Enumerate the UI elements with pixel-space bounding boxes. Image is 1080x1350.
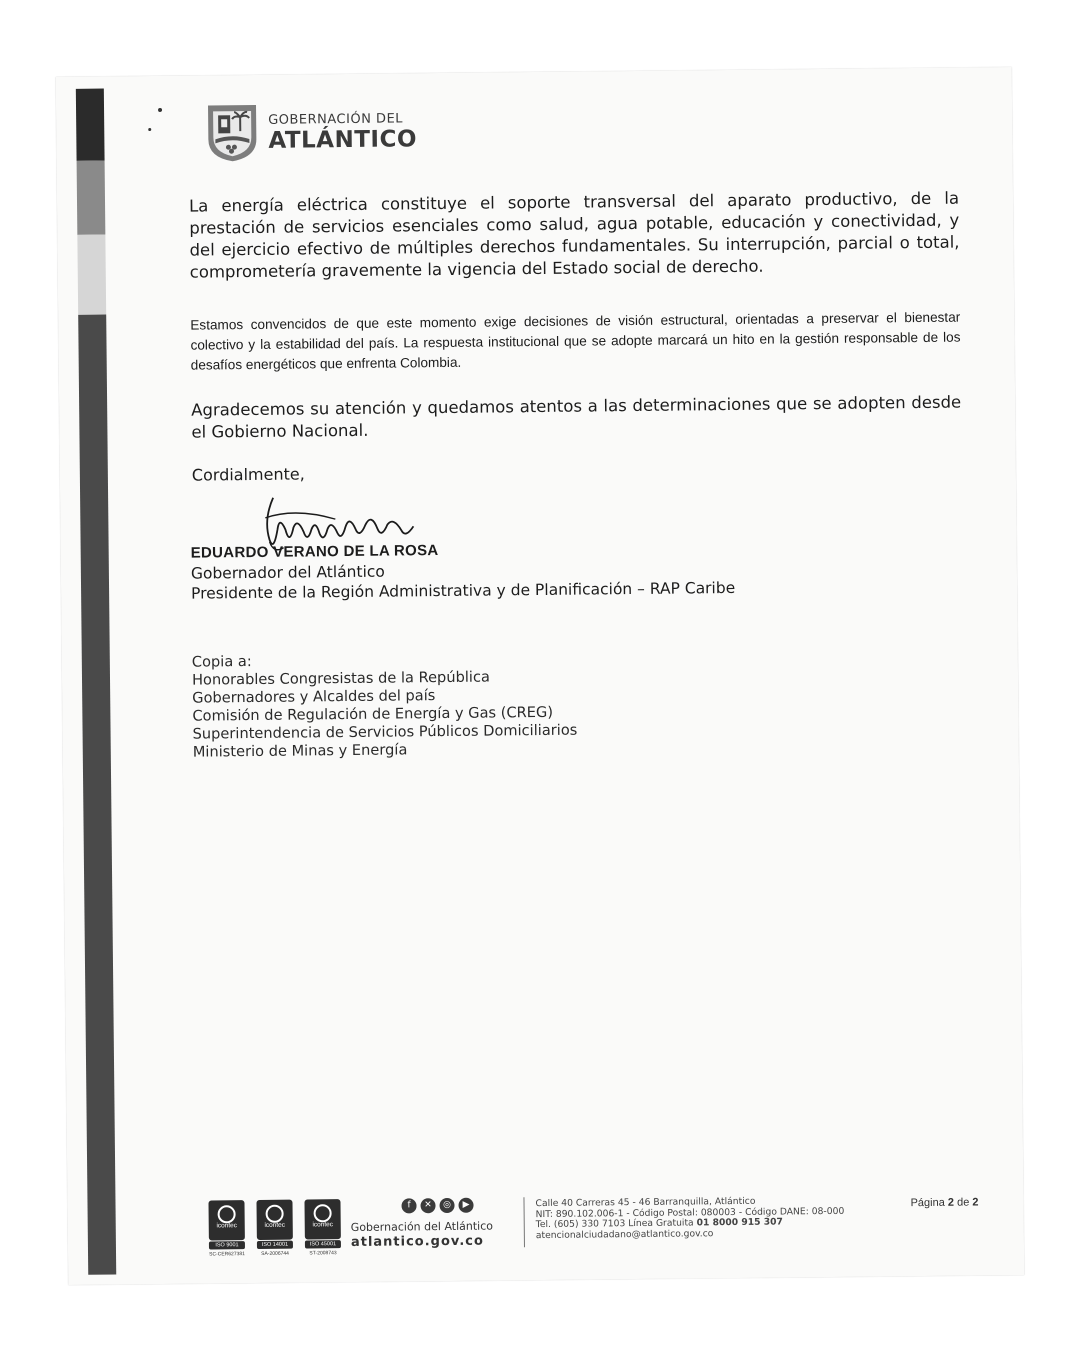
- page-number: [910, 1196, 978, 1209]
- divider: [523, 1197, 525, 1247]
- cert-iso: ISO 14001: [257, 1241, 293, 1249]
- phone-line: Tel. (605) 330 7103 Línea Gratuita: [535, 1217, 694, 1231]
- speck: [148, 128, 151, 131]
- copy-list: [192, 650, 578, 762]
- cert-iso: ISO 45001: [305, 1240, 341, 1248]
- coat-of-arms-icon: [206, 103, 259, 164]
- footer: [205, 1192, 1006, 1270]
- email-link[interactable]: atencionalciudadano@atlantico.gov.co: [535, 1227, 714, 1241]
- signer-block: [191, 538, 736, 604]
- copy-recipient: Ministerio de Minas y Energía: [192, 741, 408, 761]
- social-links: [401, 1198, 473, 1214]
- side-band: [78, 315, 116, 1275]
- page-current: 2: [947, 1196, 955, 1209]
- certification-badge: [253, 1200, 296, 1257]
- cert-code: SA-2006744: [261, 1250, 289, 1257]
- copy-label: Copia a:: [191, 653, 252, 671]
- facebook-icon[interactable]: f: [401, 1198, 416, 1213]
- instagram-icon[interactable]: ◎: [439, 1198, 454, 1213]
- copy-recipient: Superintendencia de Servicios Públicos Domiciliarios: [192, 721, 578, 743]
- signer-title: Gobernador del Atlántico: [190, 562, 385, 583]
- copy-recipient: Comisión de Regulación de Energía y Gas (CREG): [192, 703, 554, 725]
- x-icon[interactable]: ✕: [420, 1198, 435, 1213]
- signer-name: EDUARDO VERANO DE LA ROSA: [190, 542, 439, 562]
- address-line: NIT: 890.102.006-1 - Código Postal: 080003 - Código DANE: 08-000: [535, 1205, 845, 1220]
- cert-code: ST-2008743: [309, 1250, 337, 1257]
- address-line: Calle 40 Carreras 45 - 46 Barranquilla, Atlántico: [535, 1195, 756, 1210]
- side-band: [77, 161, 106, 235]
- cert-brand: icontec: [216, 1222, 238, 1230]
- copy-recipient: Honorables Congresistas de la República: [191, 668, 490, 689]
- paragraph-1: La energía eléctrica constituye el soporte transversal del aparato productivo, de la prestación de servicios esenciales como salud, agua potable, educación y conectividad, y del ejercicio efectivo de múltiples derechos fundamentales. Su interrupción, parcial o total, comprometería gravemente la vigencia del Estado social de derecho.: [188, 188, 960, 282]
- page-label: Página: [910, 1196, 945, 1210]
- website-link[interactable]: atlantico.gov.co: [350, 1233, 484, 1251]
- page-total: 2: [972, 1196, 979, 1209]
- speck: [158, 108, 162, 112]
- org-name: Gobernación del Atlántico: [350, 1219, 494, 1235]
- toll-free-number: 01 8000 915 307: [696, 1216, 783, 1229]
- closing: Cordialmente,: [191, 464, 305, 485]
- letter-page: [56, 67, 1025, 1285]
- paragraph-3: Agradecemos su atención y quedamos atentos a las determinaciones que se adopten desde el Gobierno Nacional.: [191, 392, 962, 442]
- cert-code: SC-CER627381: [209, 1251, 245, 1258]
- cert-brand: icontec: [312, 1221, 334, 1229]
- cert-brand: icontec: [264, 1221, 286, 1229]
- cert-iso: ISO 9001: [209, 1241, 245, 1249]
- signer-title: Presidente de la Región Administrativa y de Planificación – RAP Caribe: [191, 578, 736, 603]
- youtube-icon[interactable]: ▶: [458, 1198, 473, 1213]
- header-logo: [206, 101, 417, 163]
- side-band: [76, 89, 105, 161]
- side-band: [77, 235, 106, 315]
- contact-info: [535, 1196, 844, 1241]
- paragraph-2: Estamos convencidos de que este momento exige decisiones de visión estructural, orientadas a preservar el bienestar colectivo y la estabilidad del país. La respuesta institucional que se adopte marcará un hito en la gestión responsable de los desafíos energéticos que enfrenta Colombia.: [190, 309, 961, 373]
- logo-line-2: ATLÁNTICO: [268, 125, 418, 154]
- logo-line-1: GOBERNACIÓN DEL: [268, 110, 404, 128]
- page-of: de: [956, 1196, 970, 1209]
- certification-badge: [205, 1200, 248, 1257]
- copy-recipient: Gobernadores y Alcaldes del país: [192, 687, 436, 707]
- certification-badge: [301, 1199, 344, 1256]
